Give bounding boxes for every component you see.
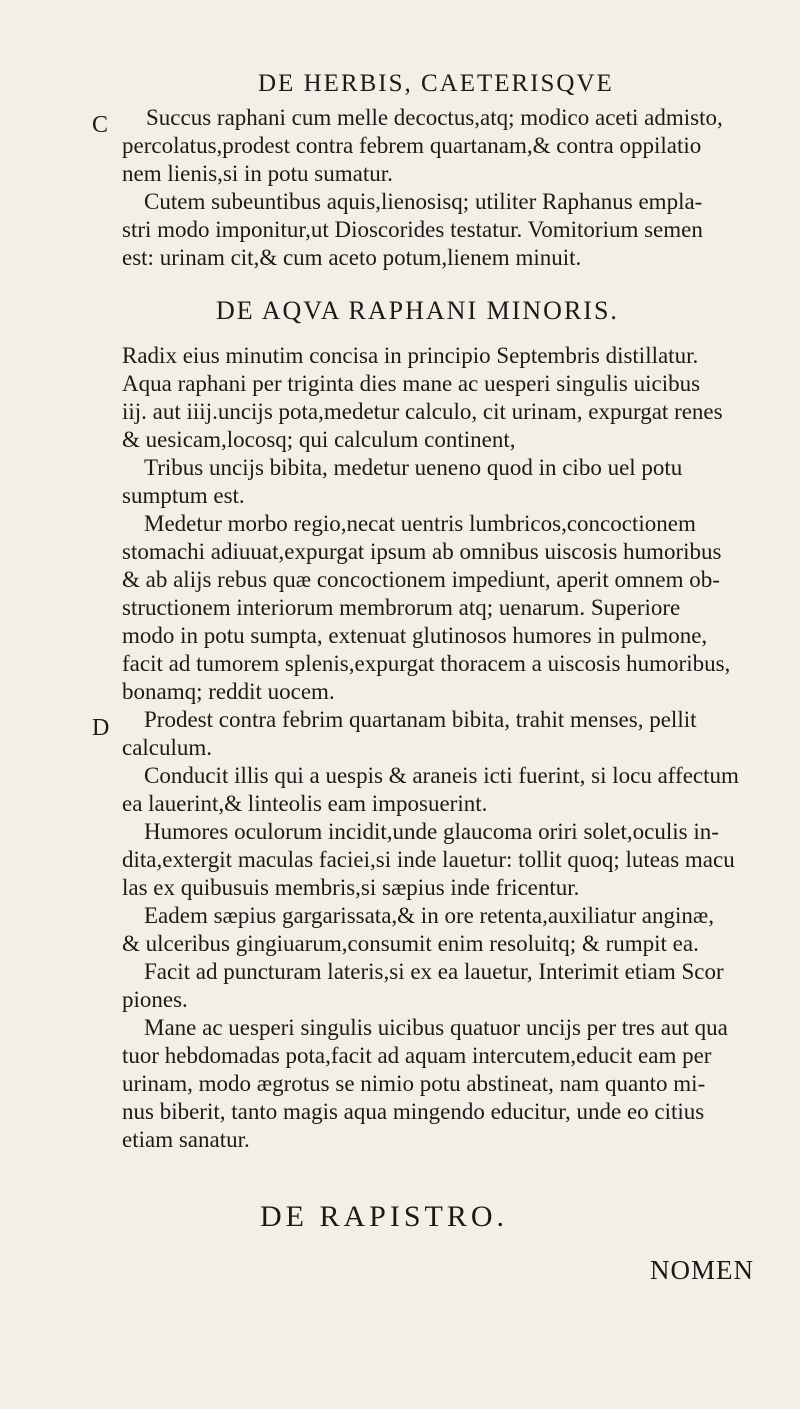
text-line: urinam, modo ægrotus se nimio potu abstineat, nam quanto mi-	[122, 1071, 706, 1096]
text-line: etiam sanatur.	[122, 1127, 250, 1152]
text-line: facit ad tumorem splenis,expurgat thoracem a uiscosis humoribus,	[122, 651, 731, 676]
text-line: Prodest contra febrim quartanam bibita, trahit menses, pellit	[144, 707, 697, 732]
margin-letter-c: C	[92, 112, 109, 138]
text-line: sumptum est.	[122, 483, 245, 508]
text-line: est: urinam cit,& cum aceto potum,lienem minuit.	[122, 245, 582, 270]
catchword: NOMEN	[650, 1255, 754, 1285]
text-line: Mane ac uesperi singulis uicibus quatuor uncijs per tres aut qua	[144, 1015, 728, 1040]
text-line: Cutem subeuntibus aquis,lienosisq; utiliter Raphanus empla-	[144, 189, 703, 214]
text-line: Succus raphani cum melle decoctus,atq; modico aceti admisto,	[146, 105, 723, 130]
text-line: dita,extergit maculas faciei,si inde lauetur: tollit quoq; luteas macu	[122, 847, 735, 872]
margin-letter-d: D	[92, 715, 110, 741]
text-line: Tribus uncijs bibita, medetur ueneno quod in cibo uel potu	[144, 455, 683, 480]
text-line: bonamq; reddit uocem.	[122, 679, 335, 704]
text-line: Eadem sæpius gargarissata,& in ore retenta,auxiliatur anginæ,	[144, 903, 714, 928]
text-line: Facit ad puncturam lateris,si ex ea lauetur, Interimit etiam Scor	[144, 959, 724, 984]
text-line: Medetur morbo regio,necat uentris lumbricos,concoctionem	[144, 511, 696, 536]
text-line: stri modo imponitur,ut Dioscorides testatur. Vomitorium semen	[122, 217, 703, 242]
text-line: Humores oculorum incidit,unde glaucoma oriri solet,oculis in-	[144, 819, 719, 844]
text-line: & ulceribus gingiuarum,consumit enim resoluitq; & rumpit ea.	[122, 931, 699, 956]
text-line: tuor hebdomadas pota,facit ad aquam intercutem,educit eam per	[122, 1043, 712, 1068]
section-title-rapistro: DE RAPISTRO.	[260, 1200, 509, 1233]
section-title-aqua: DE AQVA RAPHANI MINORIS.	[216, 296, 619, 325]
text-line: stomachi adiuuat,expurgat ipsum ab omnibus uiscosis humoribus	[122, 539, 722, 564]
text-line: calculum.	[122, 735, 213, 760]
text-line: iij. aut iiij.uncijs pota,medetur calculo, cit urinam, expurgat renes	[122, 399, 723, 424]
running-header: DE HERBIS, CAETERISQVE	[258, 70, 614, 97]
text-line: Radix eius minutim concisa in principio Septembris distillatur.	[122, 343, 699, 368]
text-line: & ab alijs rebus quæ concoctionem impediunt, aperit omnem ob-	[122, 567, 720, 592]
text-line: Aqua raphani per triginta dies mane ac uesperi singulis uicibus	[122, 371, 701, 396]
text-line: nem lienis,si in potu sumatur.	[122, 161, 393, 186]
text-line: ea lauerint,& linteolis eam imposuerint.	[122, 791, 488, 816]
text-line: structionem interiorum membrorum atq; uenarum. Superiore	[122, 595, 681, 620]
text-line: piones.	[122, 987, 188, 1012]
text-line: las ex quibusuis membris,si sæpius inde fricentur.	[122, 875, 580, 900]
text-line: modo in potu sumpta, extenuat glutinosos humores in pulmone,	[122, 623, 708, 648]
text-line: nus biberit, tanto magis aqua mingendo educitur, unde eo citius	[122, 1099, 705, 1124]
text-line: & uesicam,locosq; qui calculum continent,	[122, 427, 516, 452]
text-line: Conducit illis qui a uespis & araneis icti fuerint, si locu affectum	[144, 763, 739, 788]
text-line: percolatus,prodest contra febrem quartanam,& contra oppilatio	[122, 133, 702, 158]
